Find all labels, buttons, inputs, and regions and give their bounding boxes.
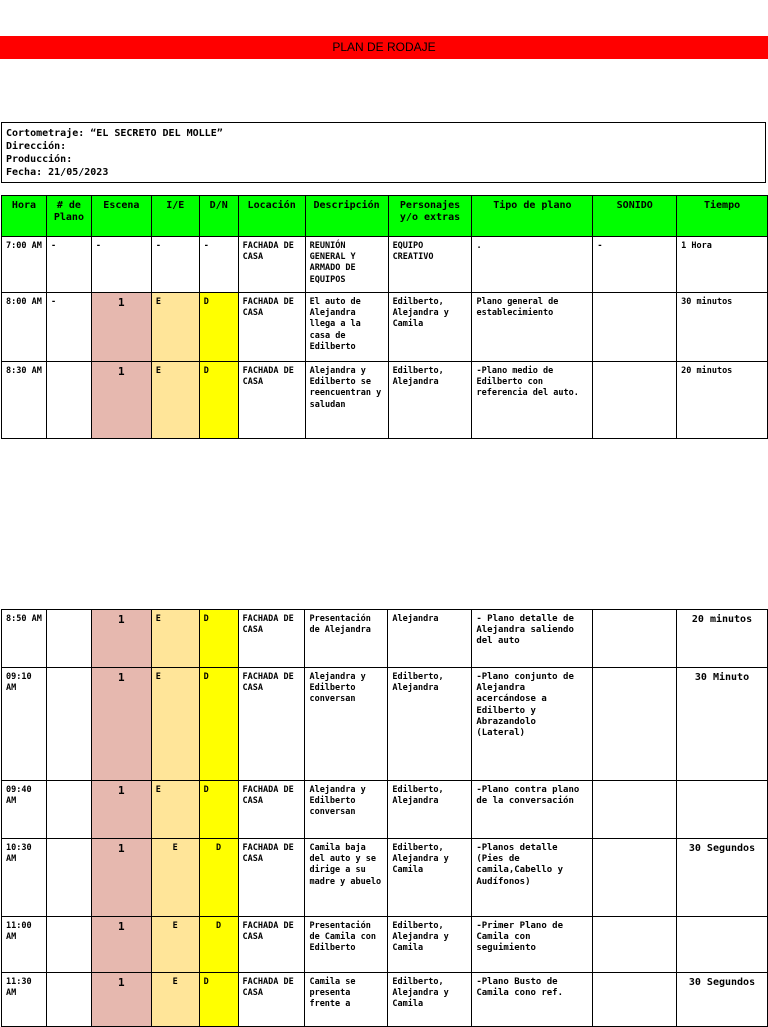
escena-cell: 1 (91, 917, 151, 973)
ie-cell: E (151, 668, 199, 781)
dn-cell: D (199, 839, 238, 917)
ie-cell: E (151, 362, 199, 439)
descripcion-cell: El auto de Alejandra llega a la casa de Edilberto (305, 293, 388, 362)
hora-cell: 8:30 AM (2, 362, 47, 439)
dn-cell: D (199, 610, 238, 668)
header-row (2, 196, 768, 237)
direccion-line: Dirección: (6, 141, 67, 152)
plano-cell (46, 973, 91, 1027)
sonido-cell (593, 839, 677, 917)
hora-cell: 10:30 AM (2, 839, 47, 917)
tipo-cell: -Plano contra plano de la conversación (472, 781, 593, 839)
col-header-escena: Escena (91, 196, 151, 237)
tiempo-cell: 20 minutos (677, 610, 768, 668)
plano-cell (46, 781, 91, 839)
ie-cell: E (151, 293, 199, 362)
hora-cell: 8:50 AM (2, 610, 47, 668)
personajes-cell: Edilberto, Alejandra (388, 781, 472, 839)
hora-cell: 8:00 AM (2, 293, 47, 362)
locacion-cell: FACHADA DE CASA (238, 839, 305, 917)
dn-cell: D (199, 973, 238, 1027)
sonido-cell (593, 917, 677, 973)
locacion-cell: FACHADA DE CASA (238, 237, 305, 293)
col-header-personajes: Personajes y/o extras (388, 196, 472, 237)
schedule-row (2, 781, 768, 839)
schedule-row (2, 917, 768, 973)
sonido-cell (593, 610, 677, 668)
col-header-ie: I/E (151, 196, 199, 237)
plano-cell (46, 668, 91, 781)
schedule-row (2, 293, 768, 362)
col-header-tiempo: Tiempo (677, 196, 768, 237)
dn-cell: D (199, 781, 238, 839)
escena-cell: 1 (91, 781, 151, 839)
tipo-cell: -Plano Busto de Camila cono ref. (472, 973, 593, 1027)
tiempo-cell: 1 Hora (677, 237, 768, 293)
personajes-cell: EQUIPO CREATIVO (388, 237, 472, 293)
ie-cell: E (151, 973, 199, 1027)
personajes-cell: Edilberto, Alejandra y Camila (388, 839, 472, 917)
personajes-cell: Edilberto, Alejandra y Camila (388, 973, 472, 1027)
col-header-descripcion: Descripción (305, 196, 388, 237)
dn-cell: D (199, 362, 238, 439)
plano-cell: - (46, 237, 91, 293)
col-header-hora: Hora (2, 196, 47, 237)
sonido-cell (593, 362, 677, 439)
tiempo-cell: 30 Segundos (677, 839, 768, 917)
tiempo-cell: 30 minutos (677, 293, 768, 362)
hora-cell: 09:40 AM (2, 781, 47, 839)
schedule-row (2, 839, 768, 917)
descripcion-cell: Alejandra y Edilberto conversan (305, 668, 388, 781)
escena-cell: - (91, 237, 151, 293)
schedule-row (2, 610, 768, 668)
escena-cell: 1 (91, 362, 151, 439)
tiempo-cell (677, 917, 768, 973)
tipo-cell: - Plano detalle de Alejandra saliendo del auto (472, 610, 593, 668)
sonido-cell (593, 668, 677, 781)
hora-cell: 11:00 AM (2, 917, 47, 973)
personajes-cell: Edilberto, Alejandra y Camila (388, 293, 472, 362)
schedule-table-1 (1, 195, 768, 439)
hora-cell: 7:00 AM (2, 237, 47, 293)
descripcion-cell: Alejandra y Edilberto conversan (305, 781, 388, 839)
tiempo-cell: 30 Segundos (677, 973, 768, 1027)
schedule-row (2, 973, 768, 1027)
plano-cell (46, 362, 91, 439)
locacion-cell: FACHADA DE CASA (238, 917, 305, 973)
plano-cell (46, 839, 91, 917)
dn-cell: D (199, 668, 238, 781)
dn-cell: D (199, 293, 238, 362)
production-info (1, 122, 766, 183)
produccion-line: Producción: (6, 154, 73, 165)
personajes-cell: Edilberto, Alejandra (388, 668, 472, 781)
dn-cell: D (199, 917, 238, 973)
escena-cell: 1 (91, 668, 151, 781)
col-header-plano: # de Plano (46, 196, 91, 237)
personajes-cell: Edilberto, Alejandra y Camila (388, 917, 472, 973)
ie-cell: E (151, 610, 199, 668)
tipo-cell: -Primer Plano de Camila con seguimiento (472, 917, 593, 973)
locacion-cell: FACHADA DE CASA (238, 973, 305, 1027)
schedule-row (2, 237, 768, 293)
descripcion-cell: Camila baja del auto y se dirige a su madre y abuelo (305, 839, 388, 917)
dn-cell: - (199, 237, 238, 293)
descripcion-cell: Presentación de Camila con Edilberto (305, 917, 388, 973)
locacion-cell: FACHADA DE CASA (238, 362, 305, 439)
cortometraje-line: Cortometraje: “EL SECRETO DEL MOLLE” (6, 128, 223, 139)
schedule-row (2, 362, 768, 439)
tiempo-cell: 20 minutos (677, 362, 768, 439)
escena-cell: 1 (91, 973, 151, 1027)
plano-cell: - (46, 293, 91, 362)
descripcion-cell: Presentación de Alejandra (305, 610, 388, 668)
hora-cell: 09:10 AM (2, 668, 47, 781)
descripcion-cell: REUNIÓN GENERAL Y ARMADO DE EQUIPOS (305, 237, 388, 293)
fecha-line: Fecha: 21/05/2023 (6, 167, 109, 178)
descripcion-cell: Alejandra y Edilberto se reencuentran y saludan (305, 362, 388, 439)
tiempo-cell (677, 781, 768, 839)
ie-cell: E (151, 839, 199, 917)
sonido-cell (593, 973, 677, 1027)
tipo-cell: Plano general de establecimiento (472, 293, 593, 362)
plano-cell (46, 610, 91, 668)
tipo-cell: -Planos detalle (Pies de camila,Cabello y Audífonos) (472, 839, 593, 917)
ie-cell: E (151, 917, 199, 973)
schedule-row (2, 668, 768, 781)
schedule-table-2 (1, 609, 768, 1027)
locacion-cell: FACHADA DE CASA (238, 668, 305, 781)
col-header-locacion: Locación (238, 196, 305, 237)
ie-cell: - (151, 237, 199, 293)
personajes-cell: Edilberto, Alejandra (388, 362, 472, 439)
tipo-cell: -Plano conjunto de Alejandra acercándose a Edilberto y Abrazandolo (Lateral) (472, 668, 593, 781)
tipo-cell: . (472, 237, 593, 293)
ie-cell: E (151, 781, 199, 839)
escena-cell: 1 (91, 293, 151, 362)
col-header-sonido: SONIDO (593, 196, 677, 237)
sonido-cell (593, 293, 677, 362)
sonido-cell (593, 781, 677, 839)
hora-cell: 11:30 AM (2, 973, 47, 1027)
locacion-cell: FACHADA DE CASA (238, 610, 305, 668)
sonido-cell: - (593, 237, 677, 293)
descripcion-cell: Camila se presenta frente a (305, 973, 388, 1027)
col-header-tipo: Tipo de plano (472, 196, 593, 237)
locacion-cell: FACHADA DE CASA (238, 293, 305, 362)
locacion-cell: FACHADA DE CASA (238, 781, 305, 839)
escena-cell: 1 (91, 839, 151, 917)
escena-cell: 1 (91, 610, 151, 668)
personajes-cell: Alejandra (388, 610, 472, 668)
tiempo-cell: 30 Minuto (677, 668, 768, 781)
tipo-cell: -Plano medio de Edilberto con referencia del auto. (472, 362, 593, 439)
plano-cell (46, 917, 91, 973)
page-title: PLAN DE RODAJE (0, 36, 768, 59)
col-header-dn: D/N (199, 196, 238, 237)
